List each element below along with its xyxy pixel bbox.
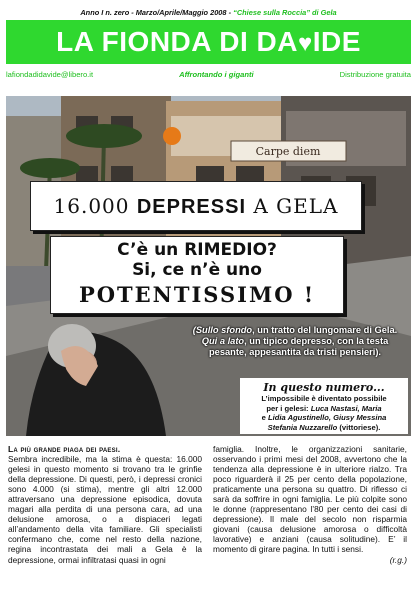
- subhead-line-2: Si, ce n’è uno: [132, 260, 262, 280]
- in-this-issue-text: e: [261, 413, 269, 422]
- caption-text-1: , un tratto del lungomare di Gela.: [252, 325, 398, 335]
- in-this-issue-line-3: [240, 413, 408, 423]
- shop-sign-text: Carpe diem: [255, 145, 321, 158]
- caption-text-2: , un tipico depresso, con la testa pesante, appesantita da tristi pensieri).: [208, 336, 389, 357]
- heart-v-icon: ♥: [297, 30, 313, 57]
- subhead-line-3: POTENTISSIMO !: [78, 282, 316, 307]
- in-this-issue-names-2: Lidia Agustinello, Giusy Messina: [268, 413, 387, 422]
- title-bar: [6, 20, 411, 64]
- photo-caption: [186, 325, 404, 358]
- publisher: “Chiese sulla Roccia” di Gela: [233, 7, 337, 17]
- issue-line: [6, 5, 411, 19]
- in-this-issue-line-1: L’impossibile è diventato possibile: [261, 394, 387, 403]
- masthead: [6, 5, 411, 83]
- headline-number: 16.000: [53, 193, 137, 218]
- headline-box: [30, 181, 362, 231]
- headline: [54, 194, 339, 219]
- masthead-subline: [6, 67, 411, 81]
- in-this-issue-heading: In questo numero...: [263, 381, 385, 394]
- article-signature: (r.g.): [389, 554, 407, 565]
- subhead-line-1: C’è un RIMEDIO?: [117, 240, 277, 260]
- in-this-issue-text: (vittoriese).: [337, 422, 381, 432]
- in-this-issue-names-1: Luca Nastasi, Maria: [310, 403, 382, 413]
- caption-italic-2: Qui a lato: [201, 336, 245, 346]
- in-this-issue-line-2: [240, 404, 408, 414]
- distribution-note: Distribuzione gratuita: [339, 69, 411, 79]
- article-body-2: famiglia. Inoltre, le organizzazioni sanitarie, osservando i primi mesi del 2008, avvertono che la tendenza alla depressione è in ulteriore rialzo. Tra poco riguarderà il 25 per cento della popolazione, praticamente una persona su quattro. Di riflesso ci sarà da soffrire in ogni famiglia. Le più colpite sono le donne (rappresentano l’80 per cento dei casi di depressione). Il male del secolo non risparmia giovani (causa delusione amorosa o difficoltà lavorative) e anziani (causa solitudine). E’ il momento di girare pagina. In tutti i sensi.: [213, 444, 407, 555]
- headline-keyword: DEPRESSI: [136, 195, 247, 218]
- in-this-issue-box: [240, 378, 408, 434]
- in-this-issue-names-3: Stefania Nuzzarello: [267, 422, 338, 432]
- article-kicker: La più grande piaga dei paesi.: [8, 444, 121, 454]
- in-this-issue-line-4: [240, 423, 408, 433]
- subhead-box: [50, 236, 344, 314]
- title-text-start: LA FIONDA DI DA: [56, 26, 298, 57]
- article-column-1: [8, 444, 202, 609]
- article: [8, 444, 407, 609]
- motto: Affrontando i giganti: [179, 69, 254, 79]
- caption-italic-1: (Sullo sfondo: [192, 325, 253, 335]
- email-address: lafiondadidavide@libero.it: [6, 69, 94, 79]
- newspaper-title: [6, 20, 411, 64]
- issue-date: Anno I n. zero - Marzo/Aprile/Maggio 2008 -: [80, 7, 232, 17]
- headline-place: A GELA: [246, 193, 339, 218]
- article-body-1: Sembra incredibile, ma la stima è questa: 16.000 gelesi in questo momento si trovano tra le grinfie della depressione. Di questi, però, i depressi cronici sono 4.000 (si stima), mentre gli altri 12.000 attraversano una depressione episodica, dovuta magari alla perdita di una persona cara, ad una delusione amorosa, o a dispiaceri legati all’andamento della vita familiare. Gli specialisti confermano che, come nel resto della nazione, regina incontrastata dei mali a Gela è la depressione, ormai infiltratasi quasi in ogni: [8, 454, 202, 565]
- in-this-issue-text: per i gelesi:: [266, 403, 311, 413]
- title-text-end: IDE: [312, 26, 361, 57]
- article-column-2: [213, 444, 407, 609]
